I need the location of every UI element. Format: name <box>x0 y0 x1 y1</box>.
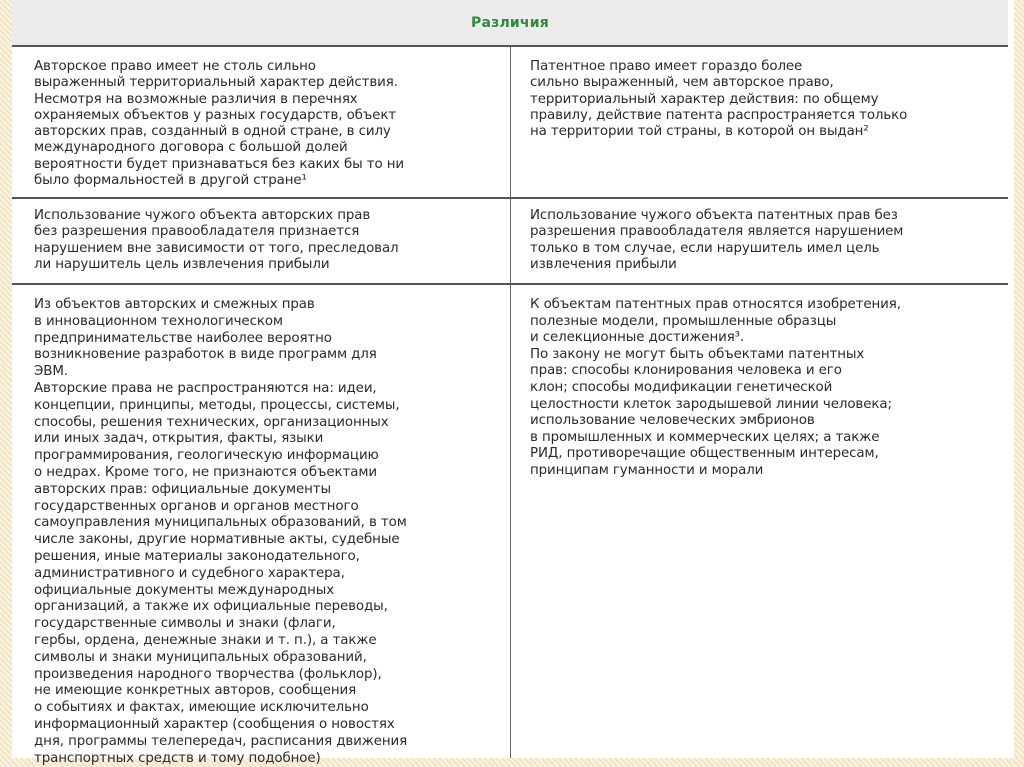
comparison-table <box>12 0 1008 766</box>
decorative-right-border <box>1014 0 1024 767</box>
table-row <box>12 285 1008 766</box>
copyright-cell: Использование чужого объекта авторских прав без разрешения правообладателя признается нарушением вне зависимости от того, преследовал ли нарушитель цель извлечения прибыли <box>34 208 399 272</box>
table-title: Различия <box>471 14 549 31</box>
copyright-cell: Авторское право имеет не столь сильно выраженный территориальный характер действия. Несмотря на возможные различия в перечнях охраняемых объектов у разных государств, объект авторских прав, созданный в одной стране, в силу международного договора с большой долей вероятности будет признаваться без каких бы то ни было формальностей в другой стране¹ <box>34 59 405 189</box>
copyright-cell: Из объектов авторских и смежных прав в инновационном технологическом предпринимательстве наиболее вероятно возникновение разработок в виде программ для ЭВМ. Авторские права не распространяются на: идеи, концепции, принципы, методы, процессы, системы, способы, решения технических, организационных или иных задач, открытия, факты, языки программирования, геологическую информацию о недрах. Кроме того, не признаются объектами авторских прав: официальные документы государственных органов и органов местного самоуправления муниципальных образований, в том числе законы, другие нормативные акты, судебные решения, иные материалы законодательного, административного и судебного характера, официальные документы международных организаций, а также их официальные переводы, государственные символы и знаки (флаги, гербы, ордена, денежные знаки и т. п.), а также символы и знаки муниципальных образований, произведения народного творчества (фольклор), не имеющие конкретных авторов, сообщения о событиях и фактах, имеющие исключительно информационный характер (сообщения о новостях дня, программы телепередач, расписания движения транспортных средств и тому подобное) <box>34 297 408 766</box>
table-row <box>12 47 1008 199</box>
column-divider <box>510 47 511 197</box>
table-row <box>12 199 1008 285</box>
decorative-left-border <box>0 0 12 767</box>
patent-cell: К объектам патентных прав относятся изобретения, полезные модели, промышленные образцы и селекционные достижения³. По закону не могут быть объектами патентных прав: способы клонирования человека и его клон; способы модификации генетической целостности клеток зародышевой линии человека; использование человеческих эмбрионов в промышленных и коммерческих целях; а также РИД, противоречащие общественным интересам, принципам гуманности и морали <box>530 297 901 478</box>
column-divider <box>510 285 511 758</box>
table-header <box>12 0 1008 47</box>
patent-cell: Патентное право имеет гораздо более сильно выраженный, чем авторское право, территориальный характер действия: по общему правилу, действие патента распространяется только на территории той страны, в которой он выдан² <box>530 59 908 140</box>
column-divider <box>510 199 511 283</box>
patent-cell: Использование чужого объекта патентных прав без разрешения правообладателя является нарушением только в том случае, если нарушитель имел цель извлечения прибыли <box>530 208 904 272</box>
